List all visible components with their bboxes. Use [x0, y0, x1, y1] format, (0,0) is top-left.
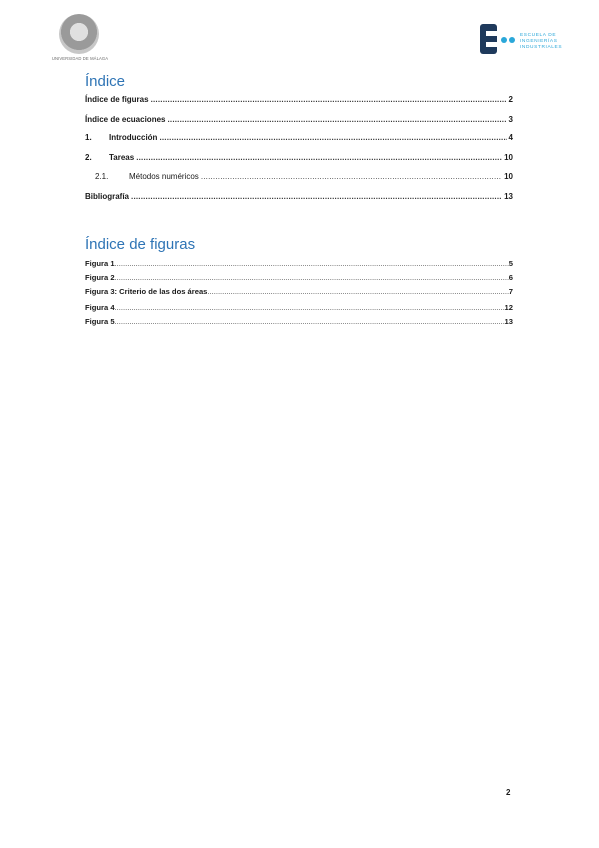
- figure-entry-page: 6: [508, 273, 513, 282]
- school-dot-icon: [501, 37, 507, 43]
- dot-leader: [115, 259, 509, 268]
- dot-leader: [159, 133, 506, 142]
- dot-leader: [167, 115, 506, 124]
- school-logo-line: INGENIERÍAS: [520, 39, 558, 44]
- dot-leader: [201, 172, 502, 181]
- figure-entry[interactable]: [85, 287, 513, 298]
- toc-entry-number: 2.1.: [95, 172, 109, 181]
- university-emblem-icon: [59, 14, 99, 54]
- figure-entry-label: Figura 2: [85, 273, 115, 282]
- toc-entry[interactable]: [85, 192, 513, 204]
- dot-leader: [115, 303, 505, 312]
- school-dot-icon: [509, 37, 515, 43]
- figure-entry-label: Figura 5: [85, 317, 115, 326]
- toc-entry[interactable]: [85, 133, 513, 145]
- dot-leader: [207, 287, 508, 296]
- figure-entry-label: Figura 4: [85, 303, 115, 312]
- school-logo-line: ESCUELA DE: [520, 33, 557, 38]
- toc-entry-page: 4: [508, 133, 513, 142]
- university-logo-caption: UNIVERSIDAD DE MÁLAGA: [51, 56, 109, 61]
- toc-entry-page: 3: [508, 115, 513, 124]
- figure-entry-label: Figura 1: [85, 259, 115, 268]
- toc-entry[interactable]: [85, 153, 513, 165]
- toc-entry-label: Índice de figuras: [85, 95, 149, 104]
- page-number: 2: [506, 788, 511, 797]
- toc-entry-page: 10: [504, 172, 513, 181]
- figure-entry-page: 13: [504, 317, 513, 326]
- figure-entry[interactable]: [85, 273, 513, 284]
- university-logo: [44, 14, 116, 64]
- figure-entry[interactable]: [85, 259, 513, 270]
- toc-entry-label: Tareas: [109, 153, 135, 162]
- toc-entry-label: Índice de ecuaciones: [85, 115, 166, 124]
- figure-entry-page: 5: [508, 259, 513, 268]
- toc-entry[interactable]: [85, 95, 513, 107]
- toc-entry[interactable]: [95, 172, 513, 184]
- toc-entry-label: Métodos numéricos: [129, 172, 199, 181]
- school-e-icon: [480, 24, 497, 54]
- toc-entry-number: 2.: [85, 153, 92, 162]
- dot-leader: [151, 95, 507, 104]
- dot-leader: [136, 153, 502, 162]
- figure-entry-label: Figura 3: Criterio de las dos áreas: [85, 287, 208, 296]
- dot-leader: [115, 273, 509, 282]
- figure-entry-page: 7: [508, 287, 513, 296]
- school-logo-line: INDUSTRIALES: [520, 45, 563, 50]
- toc-entry[interactable]: [85, 115, 513, 127]
- school-logo: [480, 24, 572, 56]
- toc-entry-label: Introducción: [109, 133, 158, 142]
- toc-entry-page: 13: [504, 192, 513, 201]
- toc-entry-page: 2: [508, 95, 513, 104]
- figure-entry[interactable]: [85, 317, 513, 328]
- figures-index-title: Índice de figuras: [85, 236, 196, 253]
- figure-entry[interactable]: [85, 303, 513, 314]
- dot-leader: [115, 317, 505, 326]
- toc-entry-label: Bibliografía: [85, 192, 130, 201]
- toc-title: Índice: [85, 73, 126, 90]
- figure-entry-page: 12: [504, 303, 513, 312]
- toc-entry-page: 10: [504, 153, 513, 162]
- toc-entry-number: 1.: [85, 133, 92, 142]
- dot-leader: [131, 192, 502, 201]
